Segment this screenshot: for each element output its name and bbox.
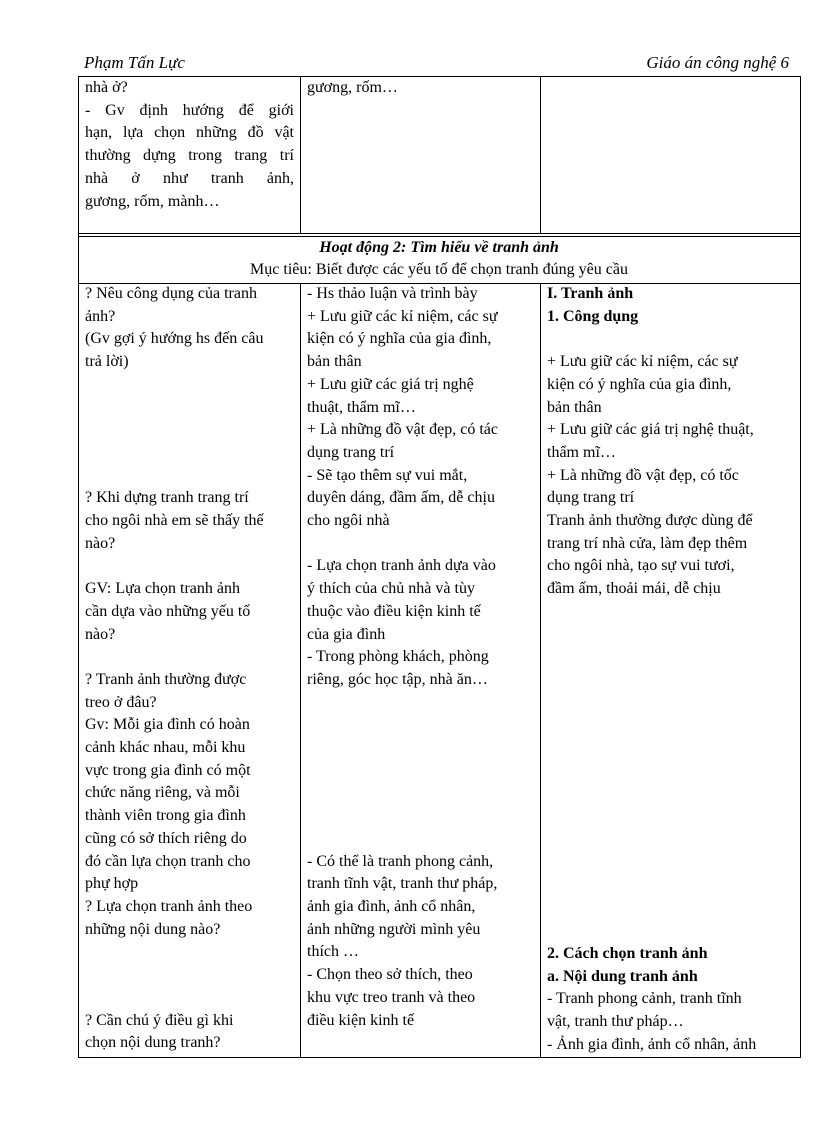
blank-line [85,442,294,465]
blank-line [307,760,535,783]
row-divider [78,233,800,234]
text-line: + Là những đồ vật đẹp, có tác [307,421,498,439]
text-line: phự hợp [85,875,139,893]
text-line: riêng, góc học tập, nhà ăn… [307,670,488,688]
text-line: bản thân [547,398,602,416]
text-line: - Gv định hướng để giới [85,101,294,119]
text-line: gương, rốm… [307,79,398,96]
text-line: ? Lựa chọn tranh ảnh theo [85,897,253,915]
blank-line [307,533,535,556]
blank-line [85,374,294,397]
blank-line [85,419,294,442]
top-student-cell [307,77,535,100]
activity-header [78,237,800,281]
blank-line [307,805,535,828]
text-line: kiện có ý nghĩa của gia đình, [547,375,732,393]
text-line: thuộc vào điều kiện kinh tế [307,602,481,620]
text-line: nhà ở? [85,79,128,96]
blank-line [307,692,535,715]
text-line: thuật, thẩm mĩ… [307,398,416,416]
top-teacher-cell [85,77,294,213]
text-line: thành viên trong gia đình [85,807,246,825]
text-line: - Hs thảo luận và trình bày [307,285,478,302]
text-line: trả lời) [85,353,129,371]
text-line: ? Nêu công dụng của tranh [85,285,257,302]
text-line: duyên dáng, đầm ấm, dễ chịu [307,489,495,507]
text-line: ? Khi dựng tranh trang trí [85,489,249,507]
text-line: cũng có sở thích riêng do [85,829,247,847]
text-line: - Có thể là tranh phong cảnh, [307,852,494,870]
text-line: vực trong gia đình có một [85,761,251,779]
text-line: dụng trang trí [547,489,635,507]
text-line: - Sẽ tạo thêm sự vui mắt, [307,466,468,484]
text-line: khu vực treo tranh và theo [307,988,476,1006]
text-line: a. Nội dung tranh ảnh [547,967,698,985]
text-line: + Lưu giữ các giá trị nghệ thuật, [547,421,754,439]
text-line: dụng trang trí [307,443,395,461]
text-line: cho ngôi nhà, tạo sự vui tươi, [547,557,735,575]
blank-line [307,782,535,805]
blank-line [307,714,535,737]
text-line: đó cần lựa chọn tranh cho [85,852,251,870]
text-line: hạn, lựa chọn những đồ vật [85,124,294,142]
text-line: - Lựa chọn tranh ảnh dựa vào [307,557,496,575]
text-line: 1. Công dụng [547,307,639,325]
column-divider [540,283,541,1057]
activity-title: Hoạt động 2: Tìm hiểu về tranh ảnh [319,239,559,256]
content-column-part2 [547,943,793,1057]
text-line: thích … [307,943,359,961]
text-line: điều kiện kinh tế [307,1011,415,1029]
text-line: gương, rốm, mành… [85,192,220,210]
table-left-border [78,76,79,1058]
blank-line [85,397,294,420]
text-line: cho ngôi nhà em sẽ thấy thế [85,512,264,530]
text-line: cảnh khác nhau, mỗi khu [85,739,246,757]
text-line: Tranh ảnh thường được dùng để [547,512,753,530]
column-divider [300,76,301,234]
text-line: nào? [85,625,116,643]
text-line: ảnh? [85,307,116,325]
blank-line [85,646,294,669]
author-name: Phạm Tấn Lực [84,53,185,72]
text-line: tranh tĩnh vật, tranh thư pháp, [307,875,498,893]
document-title: Giáo án công nghệ 6 [646,53,789,72]
text-line: đầm ấm, thoải mái, dễ chịu [547,580,721,598]
table-bottom-border [78,1057,800,1058]
content-column [547,283,793,601]
text-line: + Lưu giữ các kỉ niệm, các sự [547,353,738,371]
table-right-border [800,76,801,1058]
text-line: ? Tranh ảnh thường được [85,670,247,688]
student-column [307,283,535,1032]
text-line: chọn nội dung tranh? [85,1034,221,1052]
text-line: - Chọn theo sở thích, theo [307,966,473,984]
text-line: ảnh gia đình, ảnh cổ nhân, [307,897,476,915]
column-divider [540,76,541,234]
text-line: - Ảnh gia đình, ảnh cổ nhân, ảnh [547,1035,757,1053]
blank-line [85,964,294,987]
text-line: ý thích của chủ nhà và tùy [307,580,475,598]
text-line: + Lưu giữ các kỉ niệm, các sự [307,307,498,325]
text-line: thường dựng trong trang trí [85,147,294,165]
text-line: cho ngôi nhà [307,512,390,530]
text-line: - Tranh phong cảnh, tranh tĩnh [547,990,742,1008]
text-line: Gv: Mỗi gia đình có hoàn [85,716,250,734]
text-line: kiện có ý nghĩa của gia đình, [307,330,492,348]
blank-line [307,828,535,851]
text-line: 2. Cách chọn tranh ảnh [547,945,708,962]
column-divider [300,283,301,1057]
page-header [84,52,789,76]
blank-line [307,737,535,760]
blank-line [85,941,294,964]
text-line: nào? [85,534,116,552]
text-line: - Trong phòng khách, phòng [307,648,489,666]
text-line: bản thân [307,353,362,371]
text-line: những nội dung nào? [85,920,221,938]
teacher-column [85,283,294,1055]
text-line: cần dựa vào những yếu tố [85,602,251,620]
blank-line [85,987,294,1010]
text-line: (Gv gợi ý hướng hs đến câu [85,330,264,348]
text-line: thẩm mĩ… [547,443,616,461]
activity-objective: Mục tiêu: Biết được các yếu tố để chọn tranh đúng yêu cầu [250,261,628,278]
text-line: + Là những đồ vật đẹp, có tốc [547,466,739,484]
text-line: + Lưu giữ các giá trị nghệ [307,375,474,393]
text-line: chức năng riêng, và mỗi [85,784,240,802]
blank-line [547,328,793,351]
text-line: GV: Lựa chọn tranh ảnh [85,580,240,598]
text-line: treo ở đâu? [85,693,157,711]
text-line: ảnh những người mình yêu [307,920,481,938]
text-line: trang trí nhà cửa, làm đẹp thêm [547,534,748,552]
text-line: nhà ở như tranh ảnh, [85,169,294,187]
blank-line [85,465,294,488]
blank-line [85,555,294,578]
text-line: của gia đình [307,625,386,643]
text-line: I. Tranh ảnh [547,285,634,302]
text-line: vật, tranh thư pháp… [547,1013,684,1031]
text-line: ? Cần chú ý điều gì khi [85,1011,234,1029]
